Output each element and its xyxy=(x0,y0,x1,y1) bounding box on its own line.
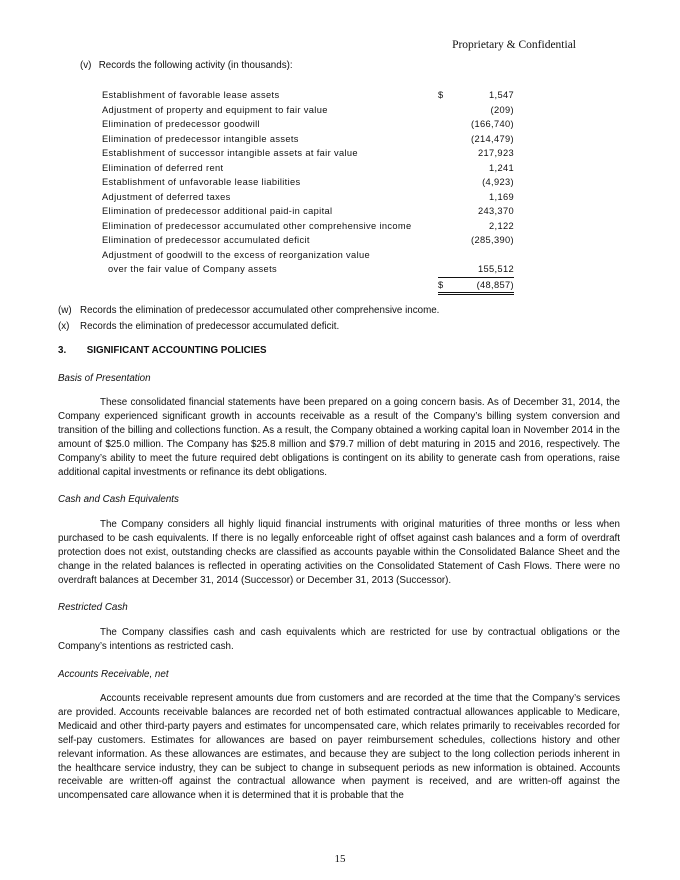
activity-description: Elimination of predecessor accumulated deficit xyxy=(102,235,310,245)
currency-symbol xyxy=(438,161,462,176)
activity-description: Elimination of predecessor intangible assets xyxy=(102,133,299,144)
note-text: Records the elimination of predecessor accumulated other comprehensive income. xyxy=(80,305,440,316)
activity-amount: (166,740) xyxy=(471,119,514,129)
currency-symbol xyxy=(438,219,462,234)
activity-total: (48,857) xyxy=(462,277,514,294)
restricted-paragraph: The Company classifies cash and cash equivalents which are restricted for use by contractual obligations or the Company’s intentions as restricted cash. xyxy=(58,627,620,652)
activity-amount: 1,547 xyxy=(488,90,514,100)
note-label: (x) xyxy=(58,320,70,332)
cash-paragraph: The Company considers all highly liquid financial instruments with original maturities of three months or less when purchased to be cash equivalents. If there is no legally enforceable right of offset against cash balances and a form of overdraft protection does not exist, outstanding checks are classified as accounts payable within the Consolidated Balance Sheet and the change in the related balances is reflected in operating activities on the Consolidated Statement of Cash Flows. There were no overdraft balances at December 31, 2014 (Successor) or December 31, 2013 (Successor). xyxy=(58,519,620,586)
receivable-heading: Accounts Receivable, net xyxy=(58,669,169,680)
activity-total-row xyxy=(102,277,514,294)
activity-row xyxy=(102,146,514,161)
currency-symbol xyxy=(438,146,462,161)
activity-amount: 243,370 xyxy=(477,206,514,216)
section-heading xyxy=(58,345,267,356)
activity-description: Establishment of favorable lease assets xyxy=(102,90,280,100)
activity-amount: (4,923) xyxy=(482,177,514,187)
activity-row xyxy=(102,204,514,219)
activity-amount: 1,169 xyxy=(488,191,514,202)
activity-amount: 217,923 xyxy=(477,148,514,158)
section-number: 3. xyxy=(58,345,67,356)
activity-amount: 155,512 xyxy=(462,262,514,277)
activity-description: Adjustment of deferred taxes xyxy=(102,191,231,202)
currency-symbol xyxy=(438,103,462,118)
currency-symbol xyxy=(438,190,462,205)
activity-description: over the fair value of Company assets xyxy=(108,264,278,275)
intro-label: (v) xyxy=(80,60,92,71)
currency-symbol xyxy=(438,233,462,248)
activity-amount xyxy=(462,248,514,263)
activity-description: Establishment of unfavorable lease liabilities xyxy=(102,177,301,187)
note-w xyxy=(58,303,439,319)
cash-heading: Cash and Cash Equivalents xyxy=(58,494,179,505)
activity-amount: (214,479) xyxy=(471,133,514,144)
activity-row xyxy=(102,262,514,277)
activity-row xyxy=(102,88,514,103)
notes-list xyxy=(58,303,439,334)
currency-symbol xyxy=(438,132,462,147)
activity-description: Elimination of deferred rent xyxy=(102,162,224,173)
currency-symbol xyxy=(438,175,462,190)
activity-row xyxy=(102,161,514,176)
activity-description: Elimination of predecessor goodwill xyxy=(102,119,260,129)
activity-table xyxy=(102,88,514,295)
basis-paragraph: These consolidated financial statements have been prepared on a going concern basis. As of December 31, 2014, the Company experienced significant growth in accounts receivable as a result of the Company’s billing system conversion and transition of the billing and collections function. As a result, the Company obtained a working capital loan in November 2014 in the amount of $25.0 million. The Company has $25.8 million and $79.7 million of debt maturing in 2015 and 2016, respectively. The Company’s ability to meet the future required debt obligations is contingent on its ability to generate cash from operations, raise additional capital investments or refinance its debt obligations. xyxy=(58,397,620,478)
activity-amount: 2,122 xyxy=(488,220,514,231)
total-currency-symbol: $ xyxy=(438,277,462,294)
activity-description: Elimination of predecessor accumulated other comprehensive income xyxy=(102,220,412,231)
receivable-paragraph: Accounts receivable represent amounts due from customers and are recorded at the time that the Company’s services are provided. Accounts receivable balances are recorded net of both estimated contractual allowances applicable to Medicare, Medicaid and other third-party payers and estimates for uncompensated care, which relates primarily to receivables recorded for self-pay customers. Estimates for allowances are based on payer reimbursement schedules, collections history and other relevant information. As these allowances are estimates, and because they are subject to the long collection periods inherent in the healthcare service industry, they can be subject to change in subsequent periods as new information is obtained. Accounts receivable are written-off against the contractual allowance when payment is received, and are written-off against the uncompensated care allowance when it is determined that it is probable that the xyxy=(58,693,620,802)
section-title: SIGNIFICANT ACCOUNTING POLICIES xyxy=(86,345,267,356)
activity-row xyxy=(102,190,514,205)
currency-symbol xyxy=(438,117,462,132)
currency-symbol xyxy=(438,204,462,219)
total-spacer xyxy=(102,277,438,294)
activity-amount: 1,241 xyxy=(488,162,514,173)
confidential-header: Proprietary & Confidential xyxy=(452,39,576,51)
currency-symbol xyxy=(438,262,462,277)
intro-line xyxy=(80,60,293,71)
activity-row xyxy=(102,117,514,132)
page-number: 15 xyxy=(334,853,346,865)
activity-description: Elimination of predecessor additional paid-in capital xyxy=(102,206,333,216)
activity-description: Adjustment of property and equipment to fair value xyxy=(102,104,328,115)
basis-heading: Basis of Presentation xyxy=(58,373,151,384)
currency-symbol xyxy=(438,248,462,263)
note-label: (w) xyxy=(58,305,72,316)
note-text: Records the elimination of predecessor accumulated deficit. xyxy=(80,320,340,332)
activity-row xyxy=(102,175,514,190)
activity-row xyxy=(102,103,514,118)
intro-text: Records the following activity (in thousands): xyxy=(98,60,293,71)
currency-symbol: $ xyxy=(438,90,444,100)
activity-amount: (285,390) xyxy=(471,235,514,245)
activity-description: Establishment of successor intangible assets at fair value xyxy=(102,148,358,158)
activity-row xyxy=(102,219,514,234)
activity-row xyxy=(102,233,514,248)
activity-description: Adjustment of goodwill to the excess of reorganization value xyxy=(102,249,371,260)
note-x xyxy=(58,319,439,335)
activity-row xyxy=(102,248,514,263)
activity-row xyxy=(102,132,514,147)
restricted-heading: Restricted Cash xyxy=(58,602,128,613)
activity-amount: (209) xyxy=(490,104,514,115)
